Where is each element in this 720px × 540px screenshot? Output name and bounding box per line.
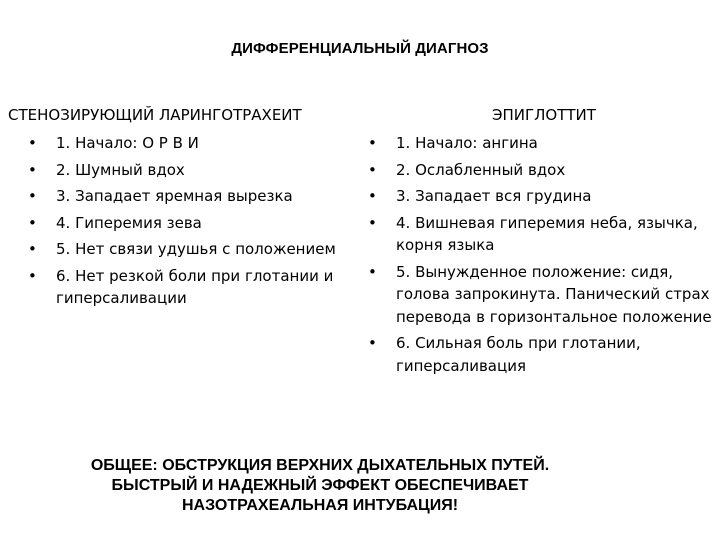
bullet-icon: • [28, 213, 37, 232]
bullet-icon: • [368, 213, 377, 232]
left-symptom-list [28, 132, 358, 314]
bullet-icon: • [28, 240, 37, 258]
right-symptom-list [368, 132, 713, 381]
summary-note [40, 456, 600, 516]
list-item-text: 4. Вишневая гиперемия неба, язычка, корня языка [396, 213, 698, 254]
list-item [368, 212, 713, 257]
list-item-text: 5. Вынужденное положение: сидя, голова запрокинута. Панический страх перевода в горизонтальное положение [396, 262, 712, 326]
list-item-text: 3. Западает вся грудина [396, 187, 592, 205]
list-item-text: 5. Нет связи удушья с положением [56, 240, 336, 258]
list-item [28, 159, 358, 182]
list-item-text: 1. Начало: О Р В И [56, 134, 199, 152]
list-item [368, 185, 713, 208]
right-column-heading: ЭПИГЛОТТИТ [492, 106, 596, 124]
bullet-icon: • [368, 160, 377, 179]
list-item-text: 1. Начало: ангина [396, 134, 538, 152]
list-item [28, 212, 358, 235]
page-title: ДИФФЕРЕНЦИАЛЬНЫЙ ДИАГНОЗ [231, 40, 489, 57]
list-item-text: 6. Сильная боль при глотании, гиперсаливация [396, 334, 641, 375]
list-item [28, 265, 358, 310]
list-item [368, 261, 713, 329]
list-item-text: 4. Гиперемия зева [56, 213, 202, 232]
bullet-icon: • [28, 160, 37, 179]
bullet-icon: • [28, 266, 37, 285]
summary-line: ОБЩЕЕ: ОБСТРУКЦИЯ ВЕРХНИХ ДЫХАТЕЛЬНЫХ ПУТЕЙ. [90, 457, 550, 474]
list-item [368, 159, 713, 182]
bullet-icon: • [368, 134, 377, 152]
summary-line: НАЗОТРАХЕАЛЬНАЯ ИНТУБАЦИЯ! [181, 497, 459, 514]
list-item [28, 185, 358, 208]
left-column-heading: СТЕНОЗИРУЮЩИЙ ЛАРИНГОТРАХЕИТ [8, 106, 302, 124]
bullet-icon: • [28, 134, 37, 152]
list-item-text: 2. Ослабленный вдох [396, 160, 566, 179]
list-item-text: 2. Шумный вдох [56, 160, 185, 179]
list-item [368, 332, 713, 377]
list-item [28, 238, 358, 261]
bullet-icon: • [28, 187, 37, 205]
list-item-text: 3. Западает яремная вырезка [56, 187, 293, 205]
list-item-text: 6. Нет резкой боли при глотании и гиперсаливации [56, 266, 334, 307]
summary-line: БЫСТРЫЙ И НАДЕЖНЫЙ ЭФФЕКТ ОБЕСПЕЧИВАЕТ [111, 477, 529, 494]
bullet-icon: • [368, 187, 377, 205]
bullet-icon: • [368, 334, 377, 352]
list-item [28, 132, 358, 155]
list-item [368, 132, 713, 155]
bullet-icon: • [368, 262, 377, 281]
